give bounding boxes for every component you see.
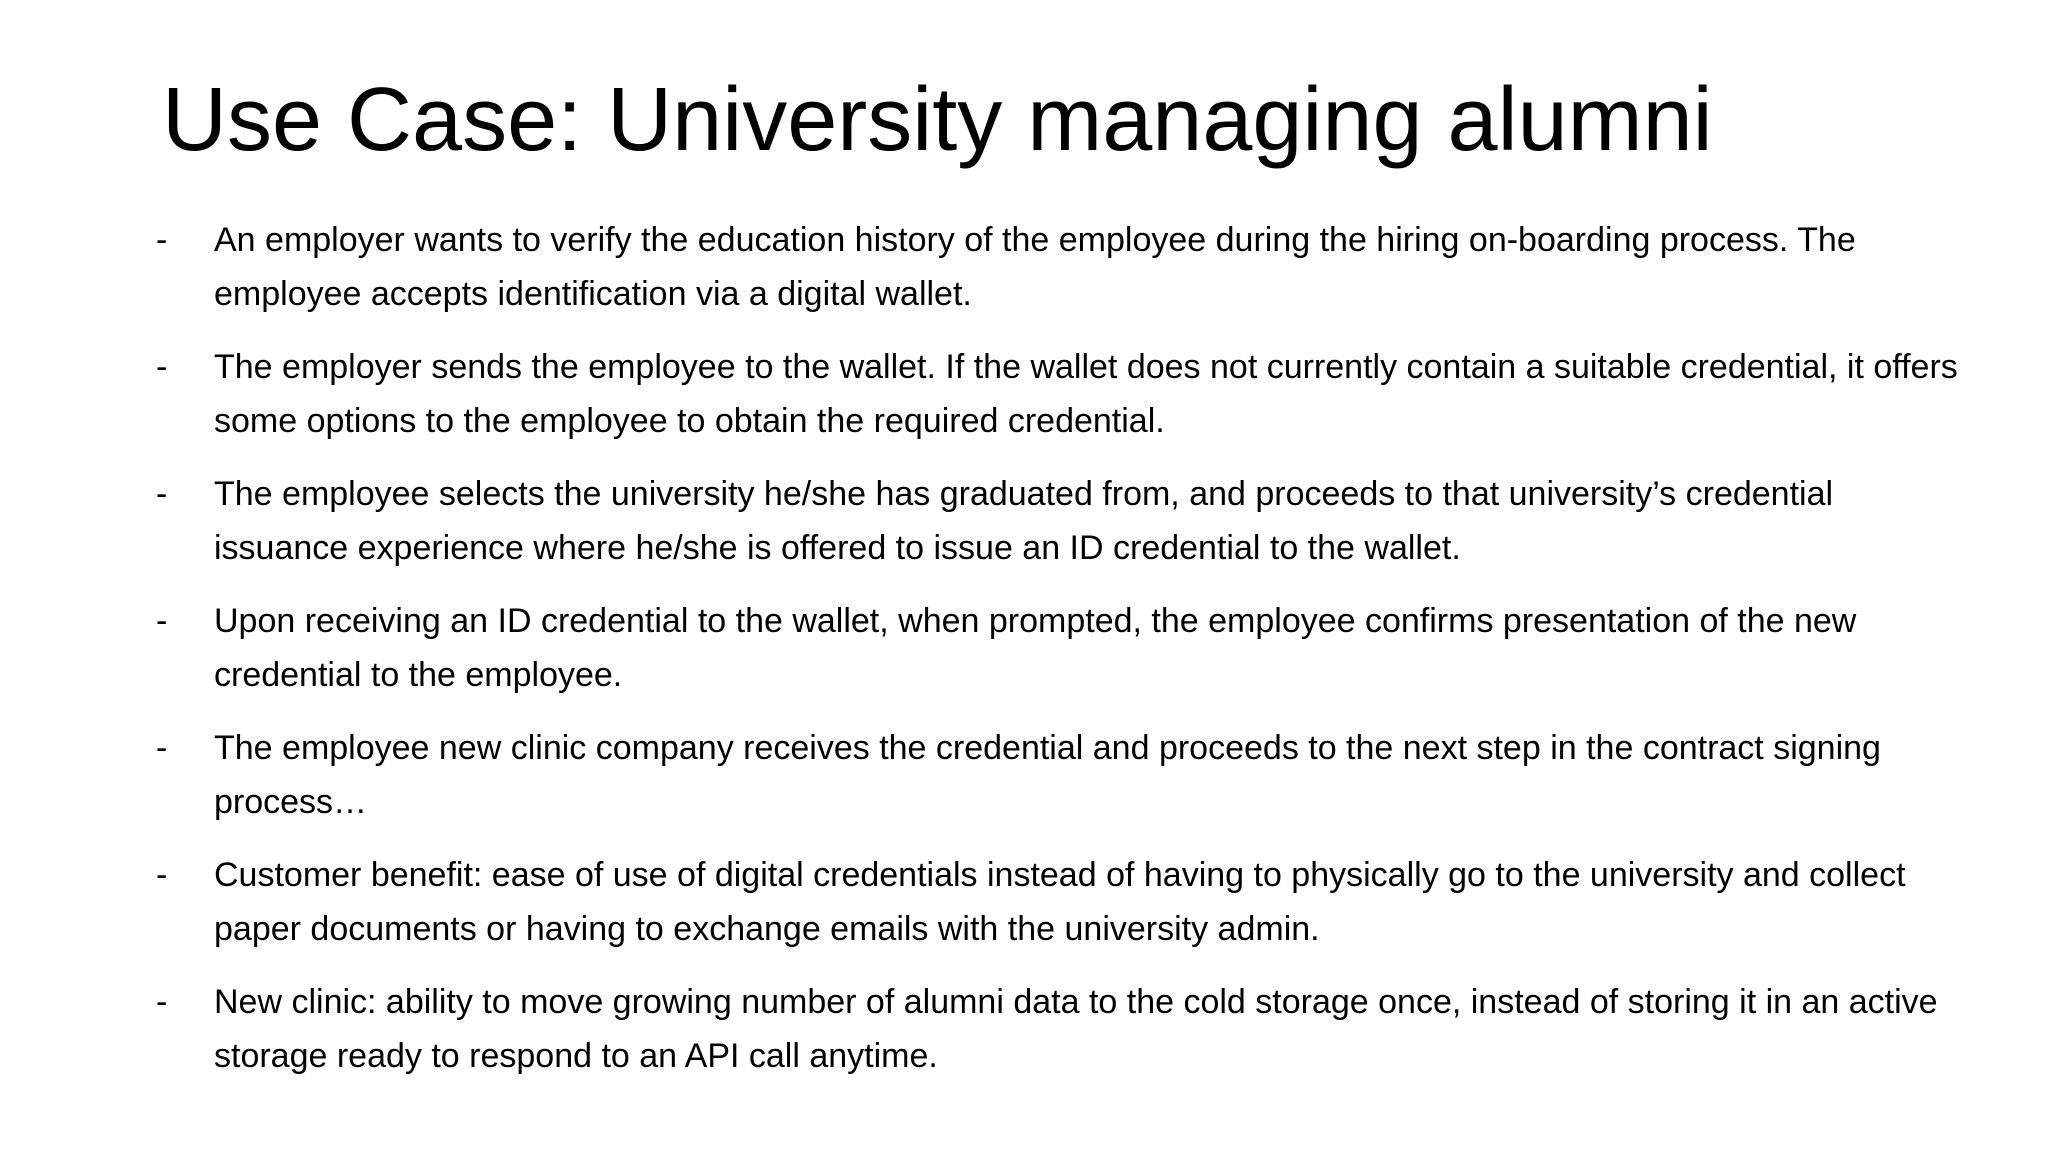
- bullet-item-4: [152, 594, 1972, 702]
- bullet-item-7: [152, 975, 1972, 1083]
- bullet-item-2: [152, 340, 1972, 448]
- bullet-item-3: [152, 467, 1972, 575]
- bullet-text: Customer benefit: ease of use of digital credentials instead of having to physically go to the university and collect paper documents or having to exchange emails with the university admin.: [214, 856, 1906, 948]
- bullet-item-6: [152, 848, 1972, 956]
- bullet-list: [152, 213, 1972, 1102]
- bullet-text: The employer sends the employee to the wallet. If the wallet does not currently contain a suitable credential, it offers some options to the employee to obtain the required credential.: [214, 348, 1958, 440]
- bullet-marker: -: [156, 729, 168, 767]
- bullet-marker: -: [156, 856, 168, 894]
- bullet-marker: -: [156, 983, 168, 1021]
- bullet-text: The employee selects the university he/she has graduated from, and proceeds to that university’s credential issuance experience where he/she is offered to issue an ID credential to the wallet.: [214, 475, 1834, 567]
- bullet-text: An employer wants to verify the education history of the employee during the hiring on-boarding process. The employee accepts identification via a digital wallet.: [214, 221, 1856, 313]
- bullet-text: Upon receiving an ID credential to the wallet, when prompted, the employee confirms presentation of the new credential to the employee.: [214, 602, 1857, 694]
- bullet-item-5: [152, 721, 1972, 829]
- bullet-marker: -: [156, 221, 168, 259]
- bullet-text: The employee new clinic company receives the credential and proceeds to the next step in the contract signing process…: [214, 729, 1881, 821]
- bullet-text: New clinic: ability to move growing number of alumni data to the cold storage once, instead of storing it in an active storage ready to respond to an API call anytime.: [214, 983, 1938, 1075]
- bullet-item-1: [152, 213, 1972, 321]
- bullet-marker: -: [156, 348, 168, 386]
- bullet-marker: -: [156, 602, 168, 640]
- slide-title: Use Case: University managing alumni: [162, 70, 1713, 170]
- bullet-marker: -: [156, 475, 168, 513]
